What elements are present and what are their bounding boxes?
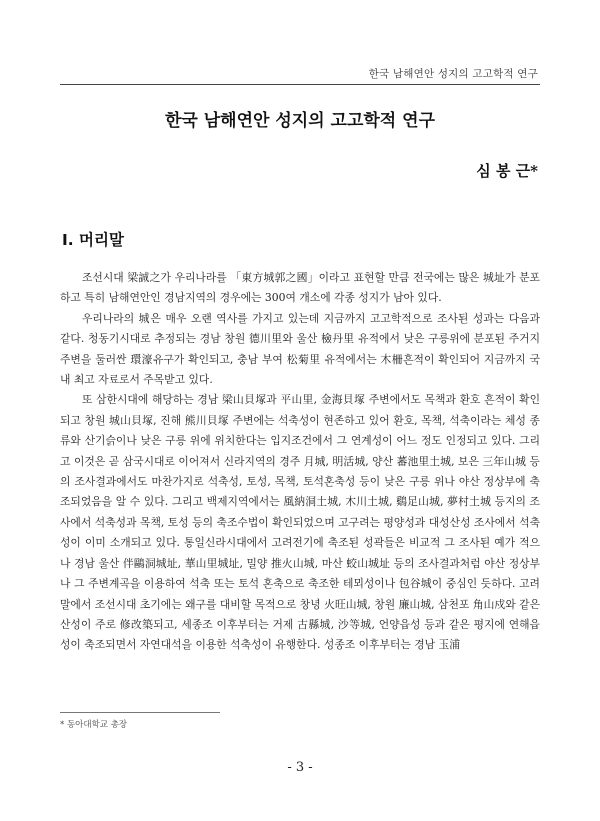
footnote-rule xyxy=(60,712,220,713)
running-head: 한국 남해연안 성지의 고고학적 연구 xyxy=(368,68,538,80)
section-heading: Ⅰ. 머리말 xyxy=(62,231,124,249)
page-number: - 3 - xyxy=(287,760,313,775)
paragraph: 우리나라의 城은 매우 오랜 역사를 가지고 있는데 지금까지 고고학적으로 조사된 성과는 다음과 같다. 청동기시대로 추정되는 경남 창원 德川里와 울산 檢丹里 유적에서 낮은 구릉위에 분포된 주거지 주변을 둘러싼 環濠유구가 확인되고, 충남 부여 松菊里 유적에서는 木柵흔적이 확인되어 지금까지 국내 최고 자료로서 주목받고 있다. xyxy=(60,311,540,387)
paper-title: 한국 남해연안 성지의 고고학적 연구 xyxy=(164,111,435,131)
body-text xyxy=(60,268,540,656)
paragraph: 조선시대 梁誠之가 우리나라를 「東方城郭之國」이라고 표현할 만큼 전국에는 많은 城址가 분포하고 특히 남해연안인 경남지역의 경우에는 300여 개소에 각종 성지가 남아 있다. xyxy=(60,271,540,305)
paragraph: 또 삼한시대에 해당하는 경남 梁山貝塚과 平山里, 金海貝塚 주변에서도 목책과 환호 흔적이 확인되고 창원 城山貝塚, 진해 熊川貝塚 주변에는 석축성이 현존하고 있어 환호, 목책, 석축이라는 체성 종류와 산기슭이나 낮은 구릉 위에 위치한다는 입지조건에서 그 연계성이 어느 정도 인정되고 있다. 그리고 이것은 곧 삼국시대로 이어져서 신라지역의 경주 月城, 明活城, 양산 蕃池里土城, 보은 三年山城 등의 조사결과에서도 마찬가지로 석축성, 토성, 목책, 토석혼축성 등이 낮은 구릉 위나 야산 정상부에 축조되었음을 알 수 있다. 그리고 백제지역에서는 風納洞土城, 木川土城, 鷄足山城, 夢村土城 등지의 조사에서 석축성과 목책, 토성 등의 축조수법이 확인되었으며 고구려는 평양성과 대성산성 조사에서 석축성이 이미 소개되고 있다. 통일신라시대에서 고려전기에 축조된 성곽들은 비교적 그 조사된 예가 적으나 경남 울산 伴鷗洞城址, 華山里城址, 밀양 推火山城, 마산 蛟山城址 등의 조사결과처럼 야산 정상부나 그 주변계곡을 이용하여 석축 또는 토석 혼축으로 축조한 테뫼성이나 包谷城이 중심인 듯하다. 고려 말에서 조선시대 초기에는 왜구를 대비할 목적으로 창녕 火旺山城, 창원 廉山城, 삼천포 角山戍와 같은 산성이 주로 修改築되고, 세종조 이후부터는 거제 古縣城, 沙等城, 언양읍성 등과 같은 평지에 연해읍성이 축조되면서 자연대석을 이용한 석축성이 유행한다. 성종조 이후부터는 경남 玉浦 xyxy=(60,393,540,652)
author-name: 심 봉 근* xyxy=(476,162,538,180)
header-rule xyxy=(60,84,540,85)
footnote: * 동아대학교 총장 xyxy=(60,720,128,730)
